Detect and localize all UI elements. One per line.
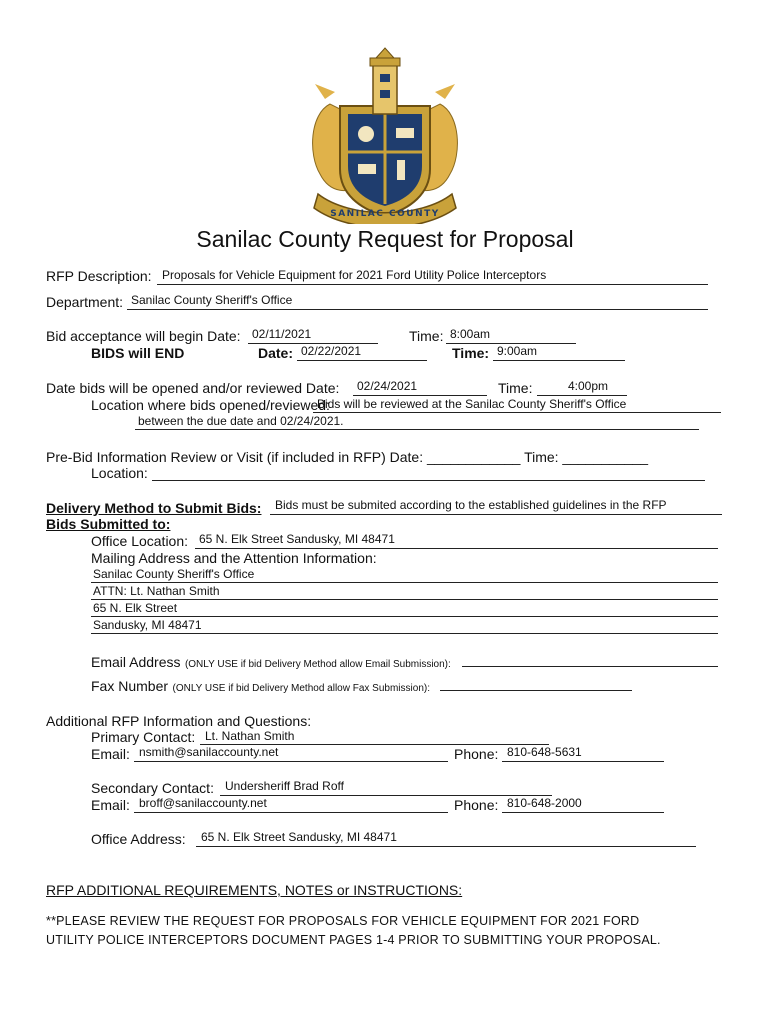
mailing-address-label: Mailing Address and the Attention Information: xyxy=(91,550,377,566)
office-address-label: Office Address: xyxy=(91,831,186,847)
bids-end-time-label: Time: xyxy=(452,345,490,361)
mailing-line-4[interactable]: Sandusky, MI 48471 xyxy=(93,618,202,632)
fax-number-label: Fax Number xyxy=(91,678,169,694)
page-title: Sanilac County Request for Proposal xyxy=(196,226,574,252)
bids-end-time-field[interactable]: 9:00am xyxy=(497,344,538,358)
requirements-line-2: UTILITY POLICE INTERCEPTORS DOCUMENT PAGES 1-4 PRIOR TO SUBMITTING YOUR PROPOSAL. xyxy=(46,933,661,947)
secondary-phone-field[interactable]: 810-648-2000 xyxy=(507,796,582,810)
bids-submitted-label: Bids Submitted to: xyxy=(46,516,171,532)
opened-location-field[interactable]: Bids will be reviewed at the Sanilac County Sheriff's Office xyxy=(317,397,627,411)
requirements-line-1: **PLEASE REVIEW THE REQUEST FOR PROPOSALS FOR VEHICLE EQUIPMENT FOR 2021 FORD xyxy=(46,914,640,928)
fax-number-row xyxy=(91,678,430,696)
secondary-contact-field[interactable]: Undersheriff Brad Roff xyxy=(225,779,344,793)
fax-number-note: (ONLY USE if bid Delivery Method allow Fax Submission): xyxy=(172,683,430,694)
primary-email-field[interactable]: nsmith@sanilaccounty.net xyxy=(139,745,279,759)
opened-label: Date bids will be opened and/or reviewed Date: xyxy=(46,380,340,396)
secondary-phone-label: Phone: xyxy=(454,797,499,813)
department-field[interactable]: Sanilac County Sheriff's Office xyxy=(131,293,293,307)
primary-email-label: Email: xyxy=(91,746,130,762)
primary-phone-field[interactable]: 810-648-5631 xyxy=(507,745,582,759)
prebid-location-label: Location: xyxy=(91,465,148,481)
office-location-label: Office Location: xyxy=(91,533,189,549)
rfp-description-label: RFP Description: xyxy=(46,268,152,284)
opened-location-line2[interactable]: between the due date and 02/24/2021. xyxy=(138,414,344,428)
bid-begin-time-label: Time: xyxy=(409,328,444,344)
delivery-method-label: Delivery Method to Submit Bids: xyxy=(46,500,262,516)
mailing-line-2[interactable]: ATTN: Lt. Nathan Smith xyxy=(93,584,220,598)
bid-begin-label: Bid acceptance will begin Date: xyxy=(46,328,241,344)
primary-contact-label: Primary Contact: xyxy=(91,729,196,745)
department-label: Department: xyxy=(46,294,124,310)
primary-phone-label: Phone: xyxy=(454,746,499,762)
opened-time-label: Time: xyxy=(498,380,533,396)
secondary-contact-label: Secondary Contact: xyxy=(91,780,214,796)
secondary-email-field[interactable]: broff@sanilaccounty.net xyxy=(139,796,267,810)
opened-date-field[interactable]: 02/24/2021 xyxy=(357,379,418,393)
opened-time-field[interactable]: 4:00pm xyxy=(568,379,609,393)
prebid-label: Pre-Bid Information Review or Visit (if included in RFP) Date: ____________ Time: ___________ xyxy=(46,449,649,465)
bids-end-date-label: Date: xyxy=(258,345,294,361)
svg-text:SANILAC COUNTY: SANILAC COUNTY xyxy=(330,209,440,219)
county-seal-graphic xyxy=(300,44,470,224)
bids-end-date-field[interactable]: 02/22/2021 xyxy=(301,344,362,358)
bid-begin-date-field[interactable]: 02/11/2021 xyxy=(252,327,312,341)
requirements-heading: RFP ADDITIONAL REQUIREMENTS, NOTES or INSTRUCTIONS: xyxy=(46,882,463,898)
mailing-line-3[interactable]: 65 N. Elk Street xyxy=(93,601,178,615)
delivery-method-field[interactable]: Bids must be submited according to the established guidelines in the RFP xyxy=(275,498,667,512)
email-address-label: Email Address xyxy=(91,654,181,670)
secondary-email-label: Email: xyxy=(91,797,130,813)
opened-location-label: Location where bids opened/reviewed: xyxy=(91,397,330,413)
mailing-line-1[interactable]: Sanilac County Sheriff's Office xyxy=(93,567,255,581)
office-location-field[interactable]: 65 N. Elk Street Sandusky, MI 48471 xyxy=(199,532,395,546)
bid-begin-time-field[interactable]: 8:00am xyxy=(450,327,491,341)
rfp-description-field[interactable]: Proposals for Vehicle Equipment for 2021 Ford Utility Police Interceptors xyxy=(162,268,547,282)
primary-contact-field[interactable]: Lt. Nathan Smith xyxy=(205,729,295,743)
bids-end-label: BIDS will END xyxy=(91,345,185,361)
email-address-note: (ONLY USE if bid Delivery Method allow Email Submission): xyxy=(184,659,451,670)
county-seal xyxy=(300,44,470,224)
additional-info-label: Additional RFP Information and Questions: xyxy=(46,713,312,729)
email-address-row xyxy=(91,654,451,672)
office-address-field[interactable]: 65 N. Elk Street Sandusky, MI 48471 xyxy=(201,830,397,844)
